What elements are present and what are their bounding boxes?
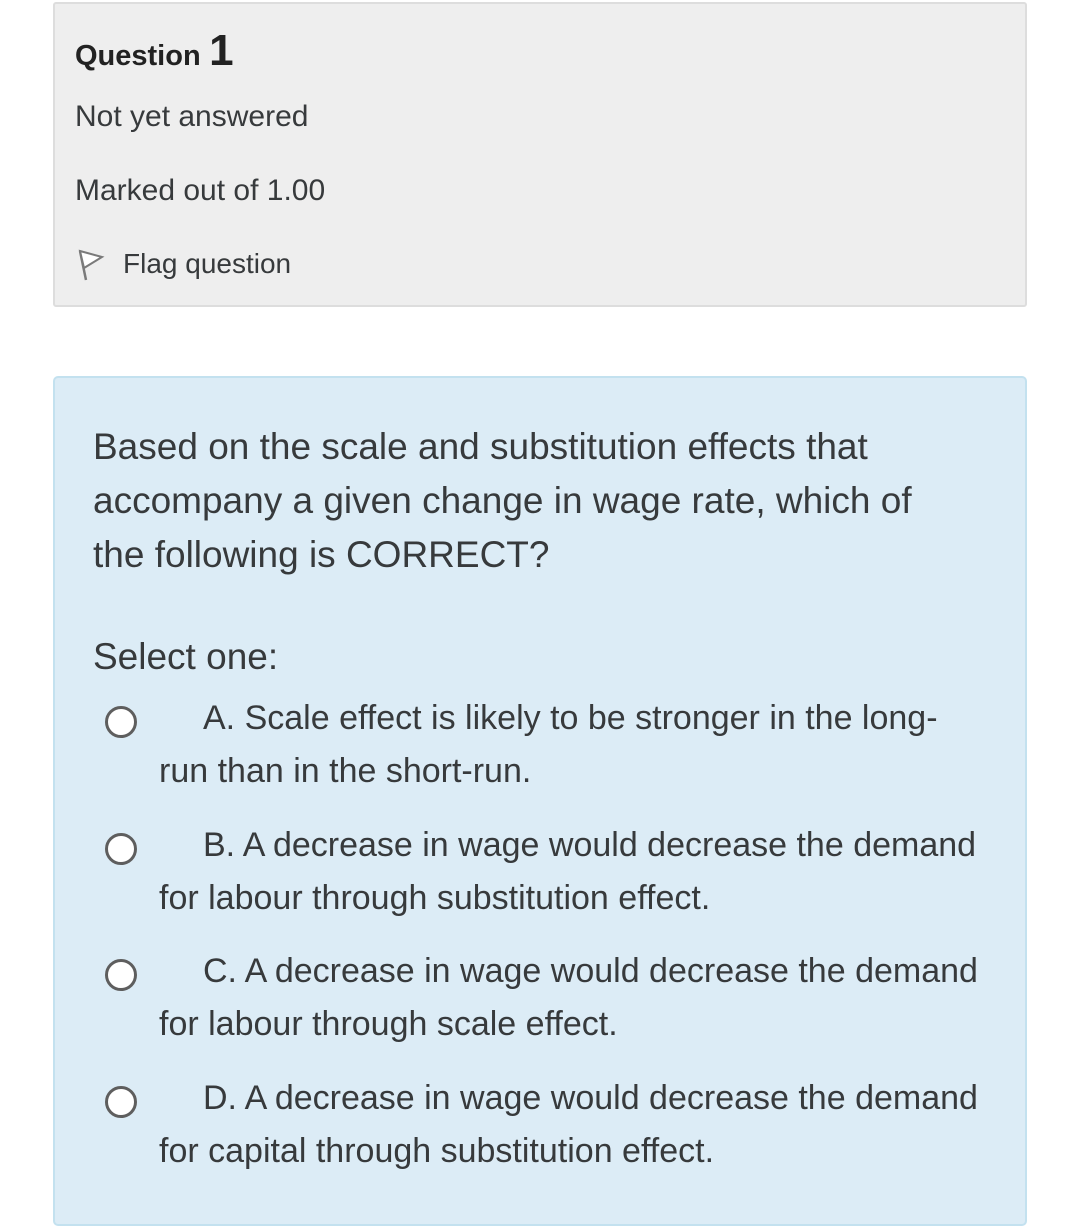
flag-question-label: Flag question — [123, 248, 292, 279]
answer-option-b[interactable] — [105, 819, 985, 929]
radio-button-a[interactable] — [105, 706, 137, 738]
question-label: Question — [75, 40, 201, 72]
answer-option-d-label[interactable]: D. A decrease in wage would decrease the demand for capital through substitution effect. — [159, 1079, 978, 1170]
answer-option-c[interactable] — [105, 945, 985, 1055]
question-heading — [75, 26, 234, 76]
question-number: 1 — [209, 26, 234, 75]
question-state: Not yet answered — [75, 100, 309, 133]
flag-icon — [75, 247, 105, 281]
radio-button-b[interactable] — [105, 833, 137, 865]
question-content-panel — [53, 376, 1027, 1226]
radio-button-c[interactable] — [105, 959, 137, 991]
answer-option-b-label[interactable]: B. A decrease in wage would decrease the demand for labour through substitution effect. — [159, 826, 977, 917]
answer-option-a[interactable] — [105, 692, 985, 802]
flag-question-link[interactable] — [75, 244, 291, 284]
question-text: Based on the scale and substitution effects that accompany a given change in wage rate, which of the following is CORRECT? — [93, 426, 912, 575]
answer-option-d[interactable] — [105, 1072, 985, 1182]
question-grade: Marked out of 1.00 — [75, 174, 326, 207]
select-one-prompt: Select one: — [93, 636, 279, 677]
radio-button-d[interactable] — [105, 1086, 137, 1118]
question-info-panel — [53, 2, 1027, 307]
answer-option-c-label[interactable]: C. A decrease in wage would decrease the demand for labour through scale effect. — [159, 952, 978, 1043]
answer-option-a-label[interactable]: A. Scale effect is likely to be stronger in the long-run than in the short-run. — [159, 699, 938, 790]
